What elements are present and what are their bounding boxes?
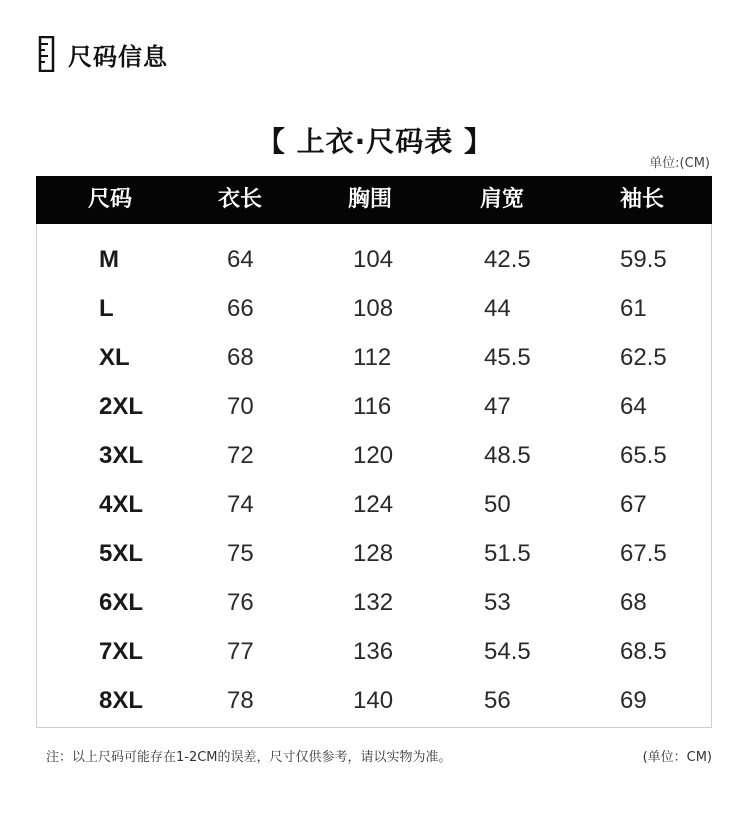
cell-shoulder: 48.5 <box>484 442 531 469</box>
cell-shoulder: 42.5 <box>484 246 531 273</box>
cell-chest: 108 <box>353 295 394 322</box>
cell-sleeve: 62.5 <box>620 344 667 371</box>
cell-shoulder: 50 <box>484 491 511 518</box>
cell-sleeve: 65.5 <box>620 442 667 469</box>
cell-chest: 116 <box>353 393 392 420</box>
cell-length: 70 <box>227 393 254 420</box>
table-row <box>37 480 711 529</box>
cell-length: 72 <box>227 442 254 469</box>
cell-chest: 120 <box>353 442 394 469</box>
ruler-icon <box>38 36 56 72</box>
section-title: 尺码信息 <box>68 42 168 71</box>
cell-shoulder: 51.5 <box>484 540 531 567</box>
cell-length: 76 <box>227 589 254 616</box>
table-title: 【 上衣·尺码表 】 <box>256 125 494 158</box>
unit-label: 单位:(CM) <box>649 156 710 171</box>
cell-shoulder: 45.5 <box>484 344 531 371</box>
cell-chest: 140 <box>353 687 394 714</box>
cell-sleeve: 67 <box>620 491 647 518</box>
cell-length: 77 <box>227 638 254 665</box>
table-row <box>37 676 711 725</box>
cell-size: M <box>99 246 119 273</box>
unit-note: (单位：CM) <box>642 750 712 765</box>
cell-chest: 124 <box>353 491 394 518</box>
cell-chest: 112 <box>353 344 392 371</box>
cell-length: 68 <box>227 344 254 371</box>
cell-size: 5XL <box>99 540 144 567</box>
cell-sleeve: 59.5 <box>620 246 667 273</box>
cell-length: 66 <box>227 295 254 322</box>
cell-length: 74 <box>227 491 254 518</box>
cell-sleeve: 69 <box>620 687 647 714</box>
cell-shoulder: 56 <box>484 687 511 714</box>
column-header-shoulder: 肩宽 <box>480 187 525 212</box>
cell-chest: 132 <box>353 589 394 616</box>
cell-length: 64 <box>227 246 254 273</box>
cell-size: 7XL <box>99 638 144 665</box>
table-row <box>37 333 711 382</box>
cell-length: 78 <box>227 687 254 714</box>
cell-shoulder: 47 <box>484 393 511 420</box>
size-table <box>36 176 712 728</box>
table-row <box>37 578 711 627</box>
table-row <box>37 431 711 480</box>
cell-sleeve: 61 <box>620 295 647 322</box>
cell-size: 4XL <box>99 491 144 518</box>
column-header-sleeve: 袖长 <box>620 187 665 212</box>
cell-size: 2XL <box>99 393 144 420</box>
section-header <box>38 36 168 72</box>
cell-sleeve: 68 <box>620 589 647 616</box>
cell-sleeve: 68.5 <box>620 638 667 665</box>
table-row <box>37 235 711 284</box>
cell-sleeve: 67.5 <box>620 540 667 567</box>
cell-shoulder: 44 <box>484 295 511 322</box>
column-header-size: 尺码 <box>88 187 133 212</box>
cell-size: 8XL <box>99 687 144 714</box>
cell-chest: 128 <box>353 540 394 567</box>
table-row <box>37 284 711 333</box>
cell-chest: 104 <box>353 246 394 273</box>
cell-shoulder: 53 <box>484 589 511 616</box>
cell-size: 6XL <box>99 589 144 616</box>
column-header-length: 衣长 <box>218 187 263 212</box>
table-row <box>37 529 711 578</box>
table-header <box>36 176 712 224</box>
cell-size: L <box>99 295 114 322</box>
table-row <box>37 627 711 676</box>
cell-sleeve: 64 <box>620 393 647 420</box>
cell-shoulder: 54.5 <box>484 638 531 665</box>
cell-length: 75 <box>227 540 254 567</box>
cell-chest: 136 <box>353 638 394 665</box>
table-row <box>37 382 711 431</box>
cell-size: XL <box>99 344 130 371</box>
column-header-chest: 胸围 <box>348 187 393 212</box>
cell-size: 3XL <box>99 442 144 469</box>
footnote: 注：以上尺码可能存在1-2CM的误差，尺寸仅供参考，请以实物为准。 <box>46 750 452 765</box>
